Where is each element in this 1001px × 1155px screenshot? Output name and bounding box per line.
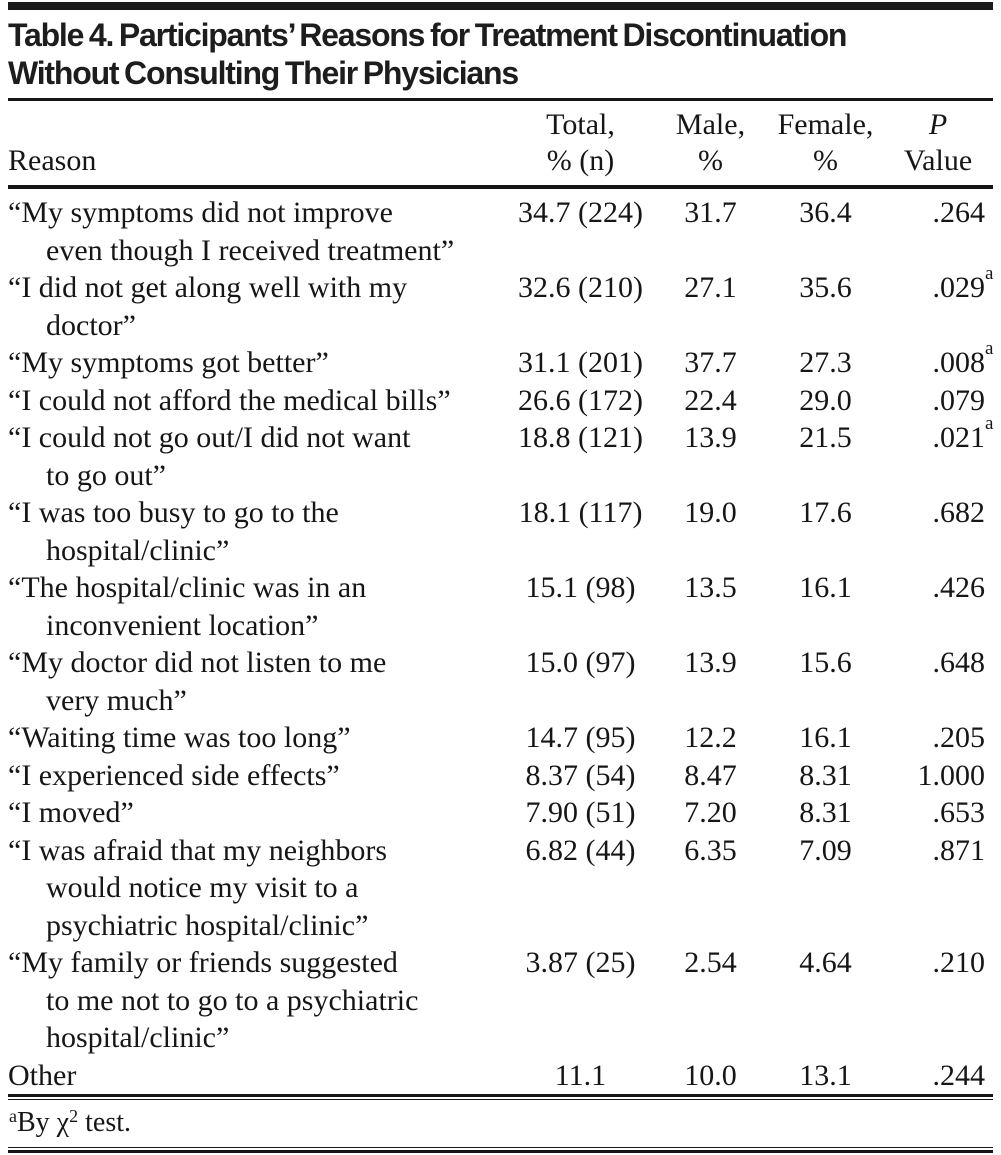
table-row	[8, 382, 993, 420]
female-cell: 29.0	[799, 383, 852, 417]
reason-text: “I was afraid that my neighbors	[8, 833, 388, 867]
table-title-line1: Table 4. Participants’ Reasons for Treatment Discontinuation	[8, 17, 847, 53]
p-value: .648	[932, 646, 985, 679]
female-cell: 27.3	[799, 346, 852, 379]
reason-cell	[8, 187, 508, 269]
p-value: .210	[932, 946, 985, 979]
male-cell: 2.54	[684, 946, 737, 979]
p-value: .653	[932, 796, 985, 829]
male-cell: 19.0	[684, 496, 737, 529]
col-header-total-line1: Total,	[546, 108, 615, 141]
total-cell: 14.7 (95)	[525, 721, 636, 754]
female-cell: 17.6	[799, 496, 852, 529]
reason-cell	[8, 644, 508, 719]
total-cell: 15.0 (97)	[525, 646, 636, 679]
male-cell: 37.7	[684, 346, 737, 379]
female-cell: 4.64	[799, 946, 852, 979]
reason-text: “I experienced side effects”	[8, 758, 340, 792]
reason-text: “I moved”	[8, 796, 134, 829]
col-header-female-line2: %	[813, 144, 838, 177]
col-header-reason: Reason	[8, 101, 508, 187]
p-value-cell	[883, 757, 993, 795]
reason-cell	[8, 794, 508, 832]
p-value: .205	[932, 721, 985, 754]
male-cell: 22.4	[684, 383, 737, 417]
table-row	[8, 419, 993, 494]
reason-cell	[8, 569, 508, 644]
table-row	[8, 569, 993, 644]
p-value: .426	[932, 571, 985, 604]
reason-text: hospital/clinic”	[46, 1021, 230, 1054]
total-cell: 3.87 (25)	[525, 946, 636, 979]
col-header-male	[653, 101, 768, 187]
reason-text: “I could not go out/I did not want	[8, 421, 411, 454]
reason-text: “My doctor did not listen to me	[8, 646, 387, 679]
footnote-text: test.	[78, 1107, 131, 1138]
reason-text: hospital/clinic”	[46, 533, 230, 567]
reason-cell	[8, 719, 508, 757]
p-value-cell	[883, 569, 993, 644]
male-cell: 8.47	[684, 758, 737, 792]
female-cell: 13.1	[799, 1058, 852, 1092]
total-cell: 18.1 (117)	[518, 496, 643, 529]
p-value: .008	[932, 346, 985, 379]
male-cell: 31.7	[684, 196, 737, 229]
col-header-p-value	[883, 101, 993, 187]
table-title	[8, 16, 993, 92]
reason-text: psychiatric hospital/clinic”	[46, 908, 369, 942]
reason-text: would notice my visit to a	[46, 871, 359, 904]
total-cell: 31.1 (201)	[518, 346, 643, 379]
male-cell: 12.2	[684, 721, 737, 754]
female-cell: 21.5	[799, 421, 852, 454]
p-value: .871	[932, 833, 985, 867]
table-row	[8, 1057, 993, 1095]
footnote-text: By χ	[17, 1107, 70, 1138]
p-value: .079	[932, 383, 985, 417]
table-row	[8, 794, 993, 832]
header-row	[8, 101, 993, 187]
reason-text: doctor”	[46, 308, 136, 342]
table-row	[8, 757, 993, 795]
total-cell: 15.1 (98)	[525, 571, 636, 604]
table-top-border-bar	[8, 2, 993, 10]
total-cell: 18.8 (121)	[518, 421, 643, 454]
reason-cell	[8, 1057, 508, 1095]
male-cell: 13.5	[684, 571, 737, 604]
male-cell: 27.1	[684, 271, 737, 304]
p-value-footnote-marker: a	[985, 413, 994, 434]
table-row	[8, 644, 993, 719]
total-cell: 7.90 (51)	[525, 796, 636, 829]
reason-cell	[8, 944, 508, 1057]
reason-text: “Waiting time was too long”	[8, 721, 351, 754]
p-value-cell	[883, 794, 993, 832]
col-header-female-line1: Female,	[777, 108, 874, 141]
table-row	[8, 494, 993, 569]
table-row	[8, 187, 993, 269]
col-header-female	[768, 101, 883, 187]
female-cell: 35.6	[799, 271, 852, 304]
reason-text: “I was too busy to go to the	[8, 496, 339, 529]
table-row	[8, 719, 993, 757]
total-cell: 34.7 (224)	[518, 196, 643, 229]
p-value-cell	[883, 263, 994, 344]
reason-text: “My family or friends suggested	[8, 946, 398, 979]
p-value-cell	[883, 494, 993, 569]
p-value: .029	[932, 271, 985, 304]
reason-cell	[8, 269, 508, 344]
reason-text: to go out”	[46, 458, 166, 492]
p-value-footnote-marker: a	[985, 263, 994, 284]
p-value-cell	[883, 187, 993, 269]
male-cell: 10.0	[684, 1058, 737, 1092]
footnote-marker: a	[9, 1106, 17, 1126]
reason-text: to me not to go to a psychiatric	[46, 983, 419, 1017]
reason-text: inconvenient location”	[46, 608, 319, 642]
total-cell: 6.82 (44)	[525, 833, 636, 867]
col-header-p-line1: P	[928, 108, 948, 141]
reason-text: “The hospital/clinic was in an	[8, 571, 367, 604]
reason-text: even though I received treatment”	[46, 233, 455, 267]
p-value: .244	[932, 1058, 985, 1092]
p-value: .264	[932, 196, 985, 229]
reason-cell	[8, 419, 508, 494]
col-header-male-line1: Male,	[675, 108, 746, 141]
table-row	[8, 344, 993, 382]
col-header-total	[508, 101, 653, 187]
table-row	[8, 269, 993, 344]
p-value-cell	[883, 1057, 993, 1095]
p-value-footnote-marker: a	[985, 338, 994, 359]
female-cell: 36.4	[799, 196, 852, 229]
table-body	[8, 187, 993, 1094]
p-value-cell	[883, 719, 993, 757]
female-cell: 8.31	[799, 796, 852, 829]
table-footnote	[8, 1100, 993, 1147]
p-value: .021	[932, 421, 985, 454]
reason-cell	[8, 757, 508, 795]
female-cell: 7.09	[799, 833, 852, 867]
reason-text: “I could not afford the medical bills”	[8, 383, 451, 417]
reason-text: “My symptoms did not improve	[8, 196, 393, 229]
table-header	[8, 101, 993, 187]
p-value-cell	[883, 382, 993, 420]
p-value-cell	[883, 413, 994, 494]
reason-text: “My symptoms got better”	[8, 346, 329, 379]
p-value: .682	[932, 496, 985, 529]
total-cell: 26.6 (172)	[518, 383, 643, 417]
p-value: 1.000	[917, 758, 985, 792]
p-value-cell	[883, 338, 994, 382]
female-cell: 16.1	[799, 721, 852, 754]
footnote-exponent: 2	[69, 1106, 79, 1126]
reason-text: very much”	[46, 683, 187, 717]
male-cell: 13.9	[684, 421, 737, 454]
male-cell: 6.35	[684, 833, 737, 867]
reasons-table	[8, 101, 993, 1094]
reason-cell	[8, 832, 508, 945]
reason-cell	[8, 382, 508, 420]
p-value-cell	[883, 944, 993, 1057]
p-value-cell	[883, 832, 993, 945]
table-bottom-rule	[8, 1147, 993, 1153]
total-cell: 32.6 (210)	[518, 271, 643, 304]
p-value-cell	[883, 644, 993, 719]
reason-cell	[8, 494, 508, 569]
col-header-p-line2: Value	[903, 144, 973, 177]
table-title-line2: Without Consulting Their Physicians	[8, 55, 518, 91]
col-header-male-line2: %	[698, 144, 723, 177]
table-row	[8, 832, 993, 945]
female-cell: 16.1	[799, 571, 852, 604]
male-cell: 13.9	[684, 646, 737, 679]
col-header-total-line2: % (n)	[546, 144, 615, 177]
female-cell: 15.6	[799, 646, 852, 679]
reason-text: “I did not get along well with my	[8, 271, 408, 304]
total-cell: 8.37 (54)	[525, 758, 636, 792]
total-cell: 11.1	[554, 1058, 607, 1092]
reason-text: Other	[8, 1058, 77, 1092]
male-cell: 7.20	[684, 796, 737, 829]
table-row	[8, 944, 993, 1057]
female-cell: 8.31	[799, 758, 852, 792]
reason-cell	[8, 344, 508, 382]
